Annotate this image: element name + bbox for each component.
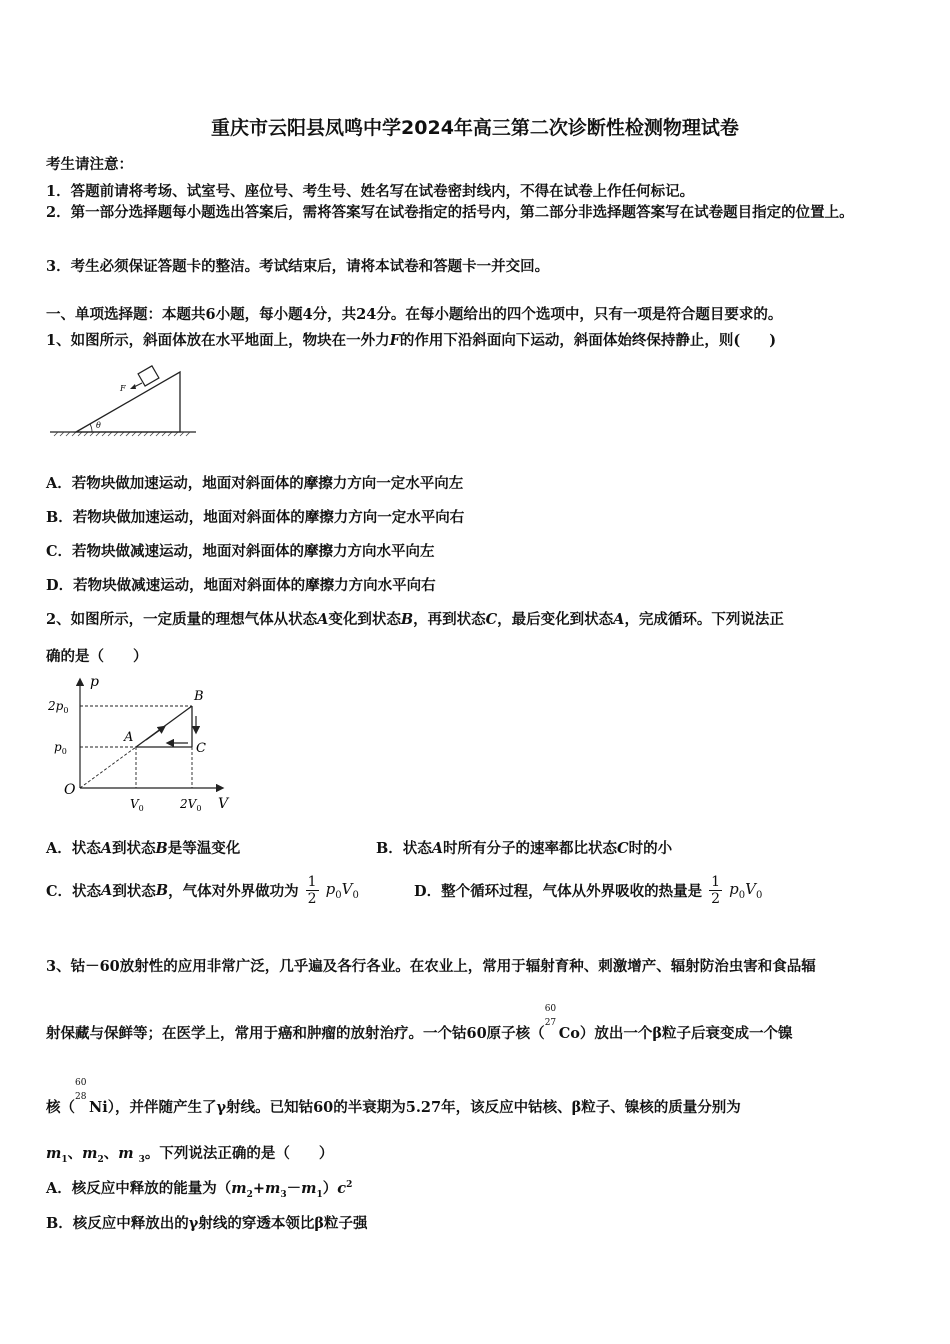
fraction-half: $\frac{1}{2}$ xyxy=(711,874,721,907)
q1-option-d: D．若物块做减速运动，地面对斜面体的摩擦力方向水平向右 xyxy=(46,577,436,594)
notice-item-1: 1．答题前请将考场、试室号、座位号、考生号、姓名写在试卷密封线内，不得在试卷上作任何标记。 xyxy=(46,183,695,200)
q1-option-b: B．若物块做加速运动，地面对斜面体的摩擦力方向一定水平向右 xyxy=(46,509,465,526)
q2-option-b: B．状态A时所有分子的速率都比状态C时的小 xyxy=(376,840,673,857)
notice-heading: 考生请注意： xyxy=(46,156,133,173)
q3-line2: 射保藏与保鲜等；在医学上，常用于癌和肿瘤的放射治疗。一个钴60原子核（ 60 27 Co）放出一个β粒子后衰变成一个镍 xyxy=(46,1004,793,1042)
p-axis-label: p xyxy=(90,674,99,690)
tick-v0: $V_0$ xyxy=(130,797,144,813)
q3-line4: $m_1$、$m_2$、m $_3$。下列说法正确的是（ ） xyxy=(46,1145,334,1165)
q2-option-a: A．状态A到状态B是等温变化 xyxy=(46,840,241,857)
q3-line3: 核（ 60 28 Ni），并伴随产生了γ射线。已知钴60的半衰期为5.27年，该反应中钴核、β粒子、镍核的质量分别为 xyxy=(46,1078,741,1116)
point-c-label: C xyxy=(196,741,206,756)
p0v0-term: $p_0V_0$ xyxy=(729,880,763,901)
q2-stem: 2、如图所示，一定质量的理想气体从状态A变化到状态B，再到状态C，最后变化到状态A，完成循环。下列说法正 xyxy=(46,611,784,628)
q2-option-c: C．状态A到状态B，气体对外界做功为 $\frac{1}{2}$ $p_0V_0$ xyxy=(46,874,359,907)
tick-2v0: $2V_0$ xyxy=(180,797,202,813)
process-ab xyxy=(136,706,192,747)
force-label: F xyxy=(120,384,126,393)
q2-stem-line2: 确的是（ ） xyxy=(46,648,148,665)
q3-option-a: A．核反应中释放的能量为$(m_2+m_3-m_1)c^2$ xyxy=(46,1180,353,1200)
notice-item-3: 3．考生必须保证答题卡的整洁。考试结束后，请将本试卷和答题卡一并交回。 xyxy=(46,258,550,275)
q2-option-d: D．整个循环过程，气体从外界吸收的热量是 $\frac{1}{2}$ $p_0V_0$ xyxy=(414,874,763,907)
q1-option-a: A．若物块做加速运动，地面对斜面体的摩擦力方向一定水平向左 xyxy=(46,475,464,492)
origin-label: O xyxy=(64,782,76,798)
nickel-nuclide: 60 28 xyxy=(75,1078,87,1102)
fraction-half: $\frac{1}{2}$ xyxy=(307,874,317,907)
tick-p0: $p_0$ xyxy=(54,740,67,756)
notice-item-2: 2．第一部分选择题每小题选出答案后，需将答案写在试卷指定的括号内，第二部分非选择题答案写在试卷题目指定的位置上。 xyxy=(46,204,854,221)
section-heading: 一、单项选择题：本题共6小题，每小题4分，共24分。在每小题给出的四个选项中，只有一项是符合题目要求的。 xyxy=(46,306,783,323)
v-axis-label: V xyxy=(218,796,229,812)
pv-graph xyxy=(46,672,246,820)
angle-label: θ xyxy=(96,421,101,430)
tick-2p0: $2p_0$ xyxy=(48,699,69,715)
incline-figure xyxy=(46,360,206,440)
q1-option-c: C．若物块做减速运动，地面对斜面体的摩擦力方向水平向左 xyxy=(46,543,435,560)
q1-stem: 1、如图所示，斜面体放在水平地面上，物块在一外力F的作用下沿斜面向下运动，斜面体始终保持静止，则( ) xyxy=(46,332,777,349)
cobalt-nuclide: 60 27 xyxy=(544,1004,557,1028)
q3-line1: 3、钴－60放射性的应用非常广泛，几乎遍及各行各业。在农业上，常用于辐射育种、刺激增产、辐射防治虫害和食品辐 xyxy=(46,958,816,975)
p0v0-term: $p_0V_0$ xyxy=(325,880,359,901)
page-title: 重庆市云阳县凤鸣中学2024年高三第二次诊断性检测物理试卷 xyxy=(211,117,739,139)
point-a-label: A xyxy=(124,730,134,745)
incline-triangle xyxy=(76,372,180,432)
q3-option-b: B．核反应中释放出的γ射线的穿透本领比β粒子强 xyxy=(46,1215,368,1232)
point-b-label: B xyxy=(194,689,204,704)
